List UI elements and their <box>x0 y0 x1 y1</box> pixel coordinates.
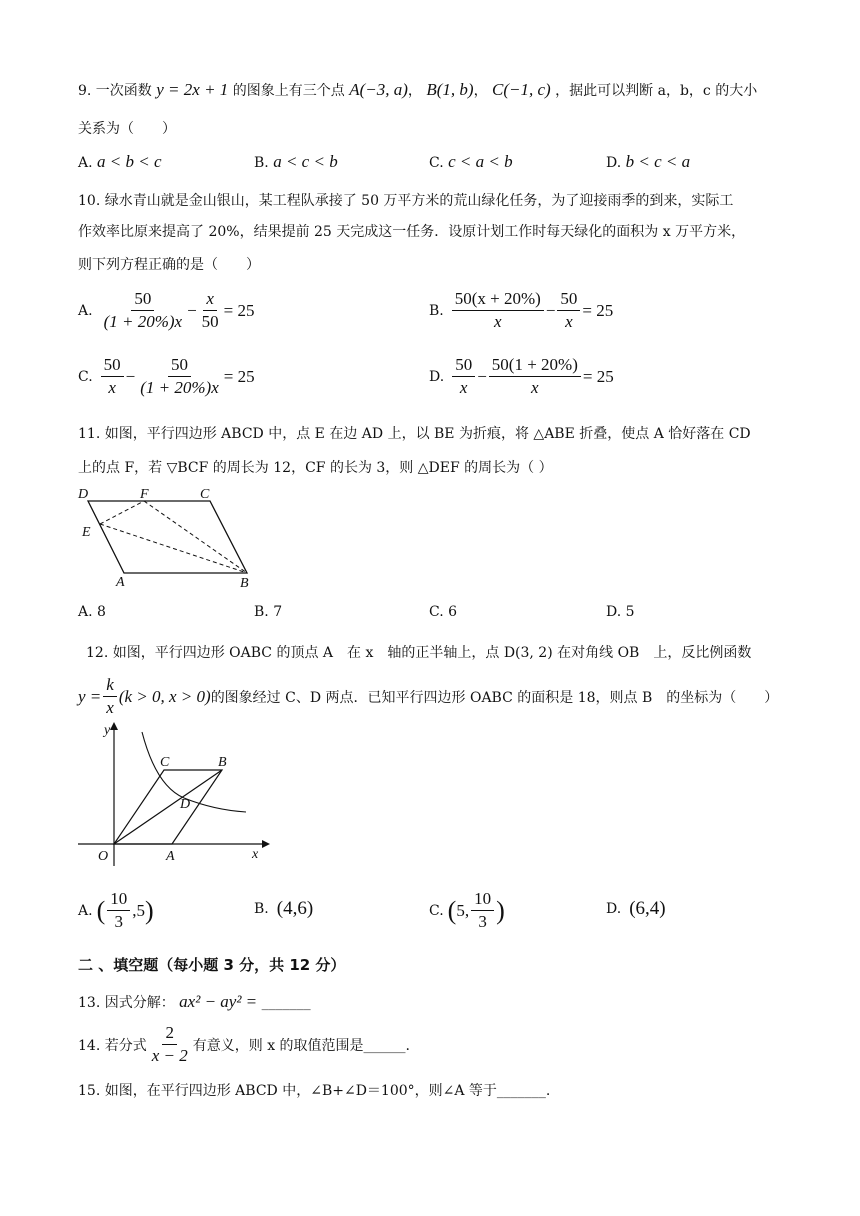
q11-option-c[interactable] <box>429 604 457 620</box>
numerator: 50 <box>452 354 475 377</box>
option-text: (6,4) <box>629 898 666 919</box>
q9-stem-d: 关系为（ ） <box>78 121 176 137</box>
label-x: x <box>252 847 259 862</box>
option-label: D. <box>429 368 445 385</box>
q11-option-d[interactable] <box>606 604 635 620</box>
label-d: D <box>180 797 191 812</box>
q11-line2: 上的点 F，若 ▽BCF 的周长为 12，CF 的长为 3，则 △DEF 的周长为（ ） <box>78 460 553 476</box>
q9-option-b[interactable] <box>254 152 338 172</box>
q9-point-c: C(−1, c) <box>492 80 551 99</box>
operator: − <box>187 300 197 320</box>
q12-coordinate-figure <box>74 716 274 876</box>
q12-line2 <box>78 674 778 719</box>
option-label: D. <box>606 604 622 620</box>
q9-line1: 9. 一次函数 y = 2x + 1 的图象上有三个点 A(−3, a)， B(1, b)， C(−1, c) ，据此可以判断 a，b，c 的大小 <box>78 80 758 99</box>
option-label: C. <box>429 155 444 171</box>
q12-option-a[interactable]: A. ( $\frac{10}{3}$ ,5 ) <box>78 889 154 931</box>
numerator: 50 <box>131 288 154 311</box>
option-head: 5, <box>456 900 470 920</box>
label-a: A <box>116 575 125 590</box>
q12-func-fraction <box>103 674 117 719</box>
option-label: A. <box>78 155 93 171</box>
q10-line1: 10. 绿水青山就是金山银山，某工程队承接了 50 万平方米的荒山绿化任务，为了迎接雨季的到来，实际工 <box>78 193 734 209</box>
q9-stem-b: 的图象上有三个点 <box>232 83 345 99</box>
q12-option-b[interactable] <box>254 898 313 920</box>
numerator: 10 <box>107 888 130 911</box>
q11-option-b[interactable] <box>254 604 282 620</box>
numerator: 50(1 + 20%) <box>489 354 581 377</box>
rhs: = 25 <box>223 366 255 386</box>
fraction <box>199 288 222 333</box>
numerator: 50(x + 20%) <box>452 288 544 311</box>
q10-option-c[interactable] <box>78 354 255 399</box>
label-o: O <box>98 849 109 864</box>
option-text: 5 <box>625 604 635 620</box>
q13-answer-blank[interactable]: _______ <box>261 995 311 1011</box>
denominator: (1 + 20%)x <box>140 378 219 397</box>
q11-line1: 11. 如图，平行四边形 ABCD 中，点 E 在边 AD 上，以 BE 为折痕，将 △ABE 折叠，使点 A 恰好落在 CD <box>78 426 751 442</box>
option-label: A. <box>78 302 93 319</box>
label-b: B <box>218 755 227 770</box>
section-heading: 二 、填空题（每小题 3 分，共 12 分） <box>78 956 346 974</box>
numerator: 50 <box>557 288 580 311</box>
q15-line: 15. 如图，在平行四边形 ABCD 中，∠B+∠D＝100°，则∠A 等于_______. <box>78 1083 551 1099</box>
denominator: 3 <box>114 912 123 931</box>
option-label: A. <box>78 902 93 919</box>
q12-line1: 12. 如图，平行四边形 OABC 的顶点 A 在 x 轴的正半轴上，点 D(3, 2) 在对角线 OB 上，反比例函数 <box>86 645 752 661</box>
q9-stem-c: ，据此可以判断 a，b，c 的大小 <box>555 83 758 99</box>
denominator: x − 2 <box>151 1046 188 1065</box>
option-label: B. <box>254 901 269 917</box>
diagonal-ob <box>114 770 222 844</box>
q14-fraction <box>149 1022 191 1067</box>
q14-tail: 有意义，则 x 的取值范围是______. <box>192 1037 410 1054</box>
option-text: 8 <box>97 604 106 620</box>
fraction <box>107 888 130 933</box>
parallelogram-abcd <box>88 501 247 573</box>
q9-point-a: A(−3, a) <box>349 80 408 99</box>
denominator: x <box>108 378 116 397</box>
numerator: 50 <box>101 354 124 377</box>
fraction <box>489 354 581 399</box>
q9-point-b: B(1, b) <box>426 80 474 99</box>
fraction <box>137 354 222 399</box>
numerator: 10 <box>471 888 494 911</box>
numerator: k <box>103 674 117 697</box>
q13-line <box>78 992 311 1012</box>
rhs: = 25 <box>582 366 614 386</box>
q9-stem-a: 9. 一次函数 <box>78 83 152 99</box>
option-text: a < c < b <box>273 152 338 171</box>
option-label: B. <box>254 155 269 171</box>
q11-option-a[interactable] <box>78 604 106 620</box>
q10-option-a[interactable] <box>78 288 255 333</box>
operator: − <box>477 366 487 386</box>
option-tail: ,5 <box>132 900 145 920</box>
operator: − <box>125 366 136 386</box>
denominator: x <box>106 698 114 717</box>
denominator: (1 + 20%)x <box>103 312 183 331</box>
numerator: x <box>203 288 217 311</box>
q12-stem: 的图象经过 C、D 两点．已知平行四边形 OABC 的面积是 18，则点 B 的坐标为（ ） <box>210 689 779 706</box>
denominator: x <box>531 378 539 397</box>
segment-fb <box>144 501 247 573</box>
q14-line <box>78 1022 410 1067</box>
q9-function: y = 2x + 1 <box>156 80 229 99</box>
fraction <box>452 354 475 399</box>
option-label: B. <box>254 604 269 620</box>
label-d: D <box>78 487 89 502</box>
q14-stem: 14. 若分式 <box>78 1037 147 1054</box>
hyperbola-curve <box>142 732 246 812</box>
option-text: 6 <box>448 604 458 620</box>
label-a: A <box>166 849 175 864</box>
operator: − <box>545 300 556 320</box>
y-axis-arrow-icon <box>110 722 118 730</box>
fraction <box>557 288 580 333</box>
q9-option-a[interactable] <box>78 152 162 172</box>
label-y: y <box>104 723 111 738</box>
q10-option-b[interactable] <box>429 288 613 333</box>
option-label: C. <box>429 604 444 620</box>
option-label: D. <box>606 901 622 917</box>
q12-option-c[interactable]: C. ( 5, $\frac{10}{3}$ ) <box>429 889 505 931</box>
numerator: 50 <box>168 354 191 377</box>
denominator: x <box>459 378 468 397</box>
denominator: 3 <box>478 912 487 931</box>
label-c: C <box>200 487 210 502</box>
denominator: 50 <box>201 312 219 331</box>
option-text: a < b < c <box>97 152 162 171</box>
denominator: x <box>494 312 502 331</box>
q11-parallelogram-figure <box>74 484 264 590</box>
q10-line2: 作效率比原来提高了 20%，结果提前 25 天完成这一任务．设原计划工作时每天绿化的面积为 x 万平方米， <box>78 224 746 240</box>
q10-option-d[interactable] <box>429 354 614 399</box>
option-label: C. <box>78 368 93 385</box>
label-b: B <box>240 576 249 590</box>
q9-option-d[interactable] <box>606 152 690 172</box>
option-label: B. <box>429 302 444 319</box>
fraction <box>452 288 544 333</box>
option-text: c < a < b <box>448 152 513 171</box>
label-c: C <box>160 755 170 770</box>
option-text: b < c < a <box>625 152 691 171</box>
label-f: F <box>140 487 149 502</box>
q12-condition: (k > 0, x > 0) <box>118 686 211 706</box>
q12-func-y: y = <box>78 686 102 706</box>
option-label: D. <box>606 155 622 171</box>
rhs: = 25 <box>582 300 614 320</box>
q13-stem: 13. 因式分解： <box>78 995 175 1011</box>
q12-option-d[interactable] <box>606 898 666 920</box>
q13-expression: ax² − ay² = <box>179 992 258 1011</box>
x-axis-arrow-icon <box>262 840 270 848</box>
rhs: = 25 <box>223 300 255 320</box>
q9-option-c[interactable] <box>429 152 513 172</box>
fraction <box>101 288 186 333</box>
option-text: (4,6) <box>276 898 314 919</box>
denominator: x <box>565 312 573 331</box>
fraction <box>471 888 494 933</box>
segment-ef <box>100 501 144 524</box>
option-label: C. <box>429 902 444 919</box>
q10-line3: 则下列方程正确的是（ ） <box>78 257 260 273</box>
fraction <box>101 354 124 399</box>
label-e: E <box>82 525 91 540</box>
option-label: A. <box>78 604 93 620</box>
numerator: 2 <box>162 1022 177 1045</box>
option-text: 7 <box>273 604 283 620</box>
